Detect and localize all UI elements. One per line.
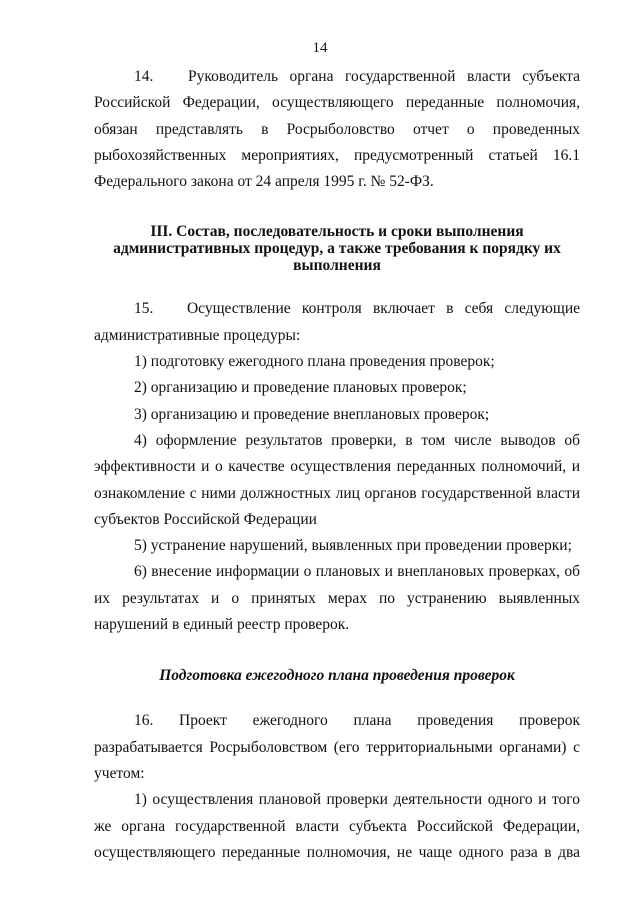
paragraph-15: 15. Осуществление контроля включает в себя следующие административные процедуры: xyxy=(94,300,580,344)
document-body xyxy=(94,64,580,866)
list-item: 6) внесение информации о плановых и внеплановых проверках, об их результатах и о принятых мерах по устранению выявленных нарушений в единый реестр проверок. xyxy=(94,563,580,634)
list-item: 3) организацию и проведение внеплановых проверок; xyxy=(134,405,490,423)
section-title: III. Состав, последовательность и сроки выполнения административных процедур, а также требования к порядку их выполнения xyxy=(113,223,561,275)
list-item: 5) устранение нарушений, выявленных при проведении проверки; xyxy=(134,537,572,555)
list-item: 2) организацию и проведение плановых проверок; xyxy=(134,379,467,397)
page-number: 14 xyxy=(312,40,328,56)
paragraph-14: 14. Руководитель органа государственной власти субъекта Российской Федерации, осуществляющего переданные полномочия, обязан представлять в Росрыболовство отчет о проведенных рыбохозяйственных мероприятиях, предусмотренный статьей 16.1 Федерального закона от 24 апреля 1995 г. № 52-ФЗ. xyxy=(94,68,580,191)
list-item: 1) осуществления плановой проверки деятельности одного и того же органа государственной власти субъекта Российской Федерации, осуществляющего переданные полномочия, не чаще одного раза в два xyxy=(94,791,580,861)
list-item: 1) подготовку ежегодного плана проведения проверок; xyxy=(134,353,495,371)
list-item: 4) оформление результатов проверки, в том числе выводов об эффективности и о качестве осуществления переданных полномочий, и ознакомление с ними должностных лиц органов государственной власти субъектов Российской Федерации xyxy=(94,431,580,528)
paragraph-16: 16. Проект ежегодного плана проведения проверок разрабатывается Росрыболовством (его территориальными органами) с учетом: xyxy=(94,712,580,782)
subsection-title: Подготовка ежегодного плана проведения проверок xyxy=(159,667,515,685)
